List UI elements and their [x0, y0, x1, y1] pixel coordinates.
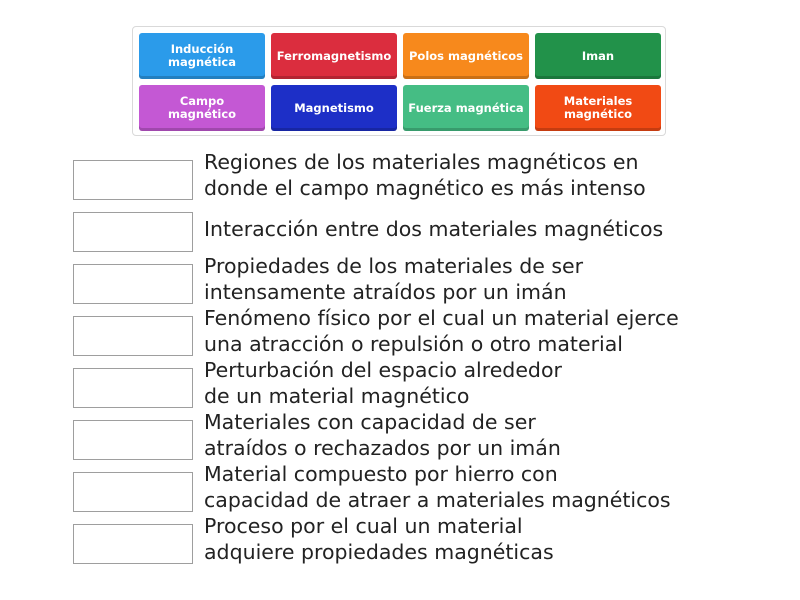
description-3: Propiedades de los materiales de ser intensamente atraídos por un imán [204, 254, 584, 304]
drop-zone-7[interactable] [73, 472, 193, 512]
answer-tile-materiales-magnetico[interactable]: Materiales magnético [535, 85, 661, 131]
drop-zone-4[interactable] [73, 316, 193, 356]
description-1: Regiones de los materiales magnéticos en donde el campo magnético es más intenso [204, 150, 646, 200]
description-2: Interacción entre dos materiales magnéticos [204, 217, 664, 241]
answer-bank [132, 26, 666, 136]
drop-zone-8[interactable] [73, 524, 193, 564]
answer-tile-induccion-magnetica[interactable]: Inducción magnética [139, 33, 265, 79]
match-row-2 [73, 212, 733, 256]
answer-tile-campo-magnetico[interactable]: Campo magnético [139, 85, 265, 131]
description-7: Material compuesto por hierro con capacidad de atraer a materiales magnéticos [204, 462, 671, 512]
match-row-6 [73, 410, 733, 464]
drop-zone-5[interactable] [73, 368, 193, 408]
match-row-8 [73, 514, 733, 568]
description-8: Proceso por el cual un material adquiere propiedades magnéticas [204, 514, 554, 564]
drop-zone-6[interactable] [73, 420, 193, 460]
drop-zone-3[interactable] [73, 264, 193, 304]
description-4: Fenómeno físico por el cual un material ejerce una atracción o repulsión o otro material [204, 306, 679, 356]
drop-zone-1[interactable] [73, 160, 193, 200]
description-6: Materiales con capacidad de ser atraídos o rechazados por un imán [204, 410, 561, 460]
match-row-3 [73, 254, 733, 308]
match-row-1 [73, 150, 733, 204]
answer-tile-fuerza-magnetica[interactable]: Fuerza magnética [403, 85, 529, 131]
match-row-5 [73, 358, 733, 412]
match-row-7 [73, 462, 733, 516]
answer-tile-iman[interactable]: Iman [535, 33, 661, 79]
match-row-4 [73, 306, 733, 360]
answer-tile-polos-magneticos[interactable]: Polos magnéticos [403, 33, 529, 79]
drop-zone-2[interactable] [73, 212, 193, 252]
description-5: Perturbación del espacio alrededor de un material magnético [204, 358, 562, 408]
answer-tile-ferromagnetismo[interactable]: Ferromagnetismo [271, 33, 397, 79]
answer-tile-magnetismo[interactable]: Magnetismo [271, 85, 397, 131]
